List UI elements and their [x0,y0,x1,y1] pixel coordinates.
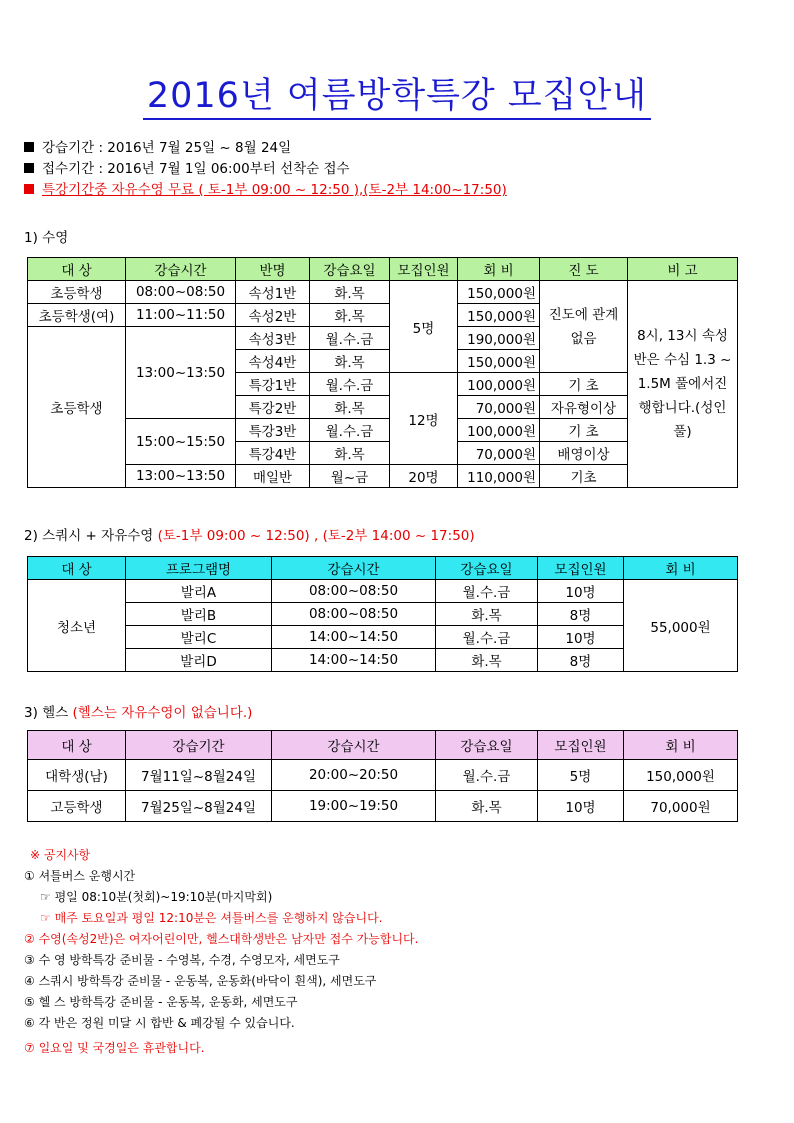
swim-header-row [28,258,738,281]
time-cell: 08:00~08:50 [272,580,436,603]
day-cell: 화.목 [436,649,538,672]
time-cell: 19:00~19:50 [272,791,436,822]
notice-item: ② 수영(속성2반)은 여자어린이만, 헬스대학생반은 남자만 접수 가능합니다. [24,932,419,946]
progress-cell: 기초 [540,465,628,488]
time-cell: 15:00~15:50 [126,419,236,465]
capacity-cell: 20명 [390,465,458,488]
target-cell: 초등학생 [28,327,126,488]
notice-item: ⑥ 각 반은 정원 미달 시 합반 & 폐강될 수 있습니다. [24,1016,295,1030]
col-fee: 회 비 [458,258,540,281]
day-cell: 월.수.금 [310,373,390,396]
day-cell: 화.목 [310,442,390,465]
squash-heading-note: (토-1부 09:00 ~ 12:50) , (토-2부 14:00 ~ 17:50) [157,528,475,544]
program-cell: 발리A [126,580,272,603]
progress-cell: 기 초 [540,373,628,396]
fee-cell: 55,000원 [624,580,738,672]
health-header-row [28,731,738,760]
fee-cell: 110,000원 [458,465,540,488]
notice-item: ⑤ 헬 스 방학특강 준비물 - 운동복, 운동화, 세면도구 [24,995,298,1009]
info-registration-text: 접수기간 : 2016년 7월 1일 06:00부터 선착순 접수 [42,161,350,177]
day-cell: 월.수.금 [310,327,390,350]
col-day: 강습요일 [436,557,538,580]
notice-subitem: ☞ 매주 토요일과 평일 12:10분은 셔틀버스를 운행하지 않습니다. [40,911,383,925]
health-heading-note: (헬스는 자유수영이 없습니다.) [72,705,253,721]
capacity-cell: 12명 [390,373,458,465]
table-row [28,580,738,603]
day-cell: 월~금 [310,465,390,488]
program-cell: 발리D [126,649,272,672]
fee-cell: 150,000원 [458,281,540,304]
program-cell: 발리B [126,603,272,626]
col-capacity: 모집인원 [390,258,458,281]
info-period-text: 강습기간 : 2016년 7월 25일 ~ 8월 24일 [42,140,292,156]
target-cell: 초등학생(여) [28,304,126,327]
col-day: 강습요일 [436,731,538,760]
capacity-cell: 10명 [538,791,624,822]
square-bullet-icon [24,163,34,173]
info-free-swim-text: 특강기간중 자유수영 무료 ( 토-1부 09:00 ~ 12:50 ),(토-2부 14:00~17:50) [42,182,507,198]
day-cell: 월.수.금 [436,580,538,603]
target-cell: 초등학생 [28,281,126,304]
capacity-cell: 10명 [538,626,624,649]
time-cell: 14:00~14:50 [272,626,436,649]
col-remark: 비 고 [628,258,738,281]
col-time: 강습시간 [272,557,436,580]
col-fee: 회 비 [624,557,738,580]
fee-cell: 190,000원 [458,327,540,350]
class-cell: 특강4반 [236,442,310,465]
page-title [0,68,794,118]
day-cell: 월.수.금 [436,760,538,791]
target-cell: 대학생(남) [28,760,126,791]
day-cell: 월.수.금 [310,419,390,442]
table-row [28,760,738,791]
class-cell: 속성1반 [236,281,310,304]
day-cell: 화.목 [436,791,538,822]
section-swim-heading: 1) 수영 [24,230,69,246]
notice-section [24,845,418,1059]
fee-cell: 70,000원 [624,791,738,822]
time-cell: 20:00~20:50 [272,760,436,791]
health-heading-text: 3) 헬스 [24,705,69,721]
target-cell: 고등학생 [28,791,126,822]
col-target: 대 상 [28,258,126,281]
progress-cell: 자유형이상 [540,396,628,419]
class-cell: 특강2반 [236,396,310,419]
square-bullet-icon [24,184,34,194]
progress-cell: 기 초 [540,419,628,442]
day-cell: 화.목 [310,350,390,373]
notice-subitem: ☞ 평일 08:10분(첫회)~19:10분(마지막회) [40,890,273,904]
class-cell: 매일반 [236,465,310,488]
capacity-cell: 8명 [538,649,624,672]
notice-item: ④ 스쿼시 방학특강 준비물 - 운동복, 운동화(바닥이 흰색), 세면도구 [24,974,377,988]
class-cell: 특강1반 [236,373,310,396]
class-cell: 특강3반 [236,419,310,442]
time-cell: 14:00~14:50 [272,649,436,672]
notice-item: ③ 수 영 방학특강 준비물 - 수영복, 수경, 수영모자, 세면도구 [24,953,340,967]
time-cell: 13:00~13:50 [126,465,236,488]
fee-cell: 150,000원 [458,304,540,327]
col-time: 강습시간 [126,258,236,281]
col-target: 대 상 [28,731,126,760]
period-cell: 7월11일~8월24일 [126,760,272,791]
info-registration [24,159,350,179]
fee-cell: 70,000원 [458,442,540,465]
col-capacity: 모집인원 [538,731,624,760]
info-period [24,138,291,158]
class-cell: 속성4반 [236,350,310,373]
section-squash-heading [24,524,475,544]
day-cell: 화.목 [310,396,390,419]
squash-header-row [28,557,738,580]
capacity-cell: 8명 [538,603,624,626]
square-bullet-icon [24,142,34,152]
progress-cell: 배영이상 [540,442,628,465]
capacity-cell: 5명 [390,281,458,373]
notice-header: ※ 공지사항 [30,848,91,862]
remark-cell: 8시, 13시 속성반은 수심 1.3 ~ 1.5M 풀에서진행합니다.(성인풀) [628,281,738,488]
capacity-cell: 10명 [538,580,624,603]
target-cell: 청소년 [28,580,126,672]
info-free-swim [24,180,507,200]
day-cell: 화.목 [436,603,538,626]
fee-cell: 70,000원 [458,396,540,419]
squash-table [27,556,738,672]
day-cell: 월.수.금 [436,626,538,649]
fee-cell: 100,000원 [458,419,540,442]
fee-cell: 150,000원 [458,350,540,373]
day-cell: 화.목 [310,304,390,327]
table-row [28,281,738,304]
col-target: 대 상 [28,557,126,580]
col-program: 프로그램명 [126,557,272,580]
day-cell: 화.목 [310,281,390,304]
time-cell: 13:00~13:50 [126,327,236,419]
notice-item: ① 셔틀버스 운행시간 [24,869,136,883]
col-time: 강습시간 [272,731,436,760]
swim-table [27,257,738,488]
class-cell: 속성3반 [236,327,310,350]
fee-cell: 100,000원 [458,373,540,396]
squash-heading-text: 2) 스쿼시 + 자유수영 [24,528,154,544]
col-period: 강습기간 [126,731,272,760]
time-cell: 08:00~08:50 [272,603,436,626]
title-text: 2016년 여름방학특강 모집안내 [143,76,651,120]
progress-cell: 진도에 관계없음 [540,281,628,373]
col-fee: 회 비 [624,731,738,760]
time-cell: 08:00~08:50 [126,281,236,304]
section-health-heading [24,701,252,721]
col-day: 강습요일 [310,258,390,281]
period-cell: 7월25일~8월24일 [126,791,272,822]
col-capacity: 모집인원 [538,557,624,580]
fee-cell: 150,000원 [624,760,738,791]
capacity-cell: 5명 [538,760,624,791]
class-cell: 속성2반 [236,304,310,327]
col-class: 반명 [236,258,310,281]
program-cell: 발리C [126,626,272,649]
col-progress: 진 도 [540,258,628,281]
health-table [27,730,738,822]
time-cell: 11:00~11:50 [126,304,236,327]
notice-item: ⑦ 일요일 및 국경일은 휴관합니다. [24,1041,205,1055]
table-row [28,791,738,822]
